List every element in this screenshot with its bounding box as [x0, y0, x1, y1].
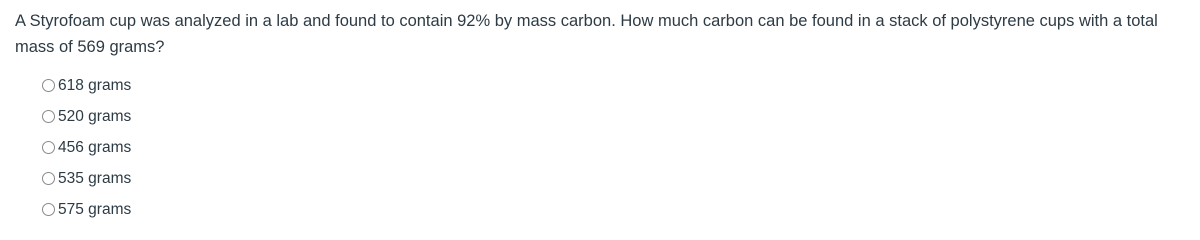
radio-button[interactable] [42, 110, 55, 123]
answer-label: 575 grams [58, 200, 132, 218]
answer-option-5[interactable] [42, 194, 131, 225]
question-text: A Styrofoam cup was analyzed in a lab and found to contain 92% by mass carbon. How much carbon can be found in a stack of polystyrene cups with a total mass of 569 grams? [15, 12, 1158, 56]
radio-button[interactable] [42, 172, 55, 185]
answer-label: 456 grams [58, 138, 132, 156]
answer-option-3[interactable] [42, 132, 131, 163]
radio-button[interactable] [42, 203, 55, 216]
radio-button[interactable] [42, 141, 55, 154]
answer-label: 618 grams [58, 76, 132, 94]
answer-label: 535 grams [58, 169, 132, 187]
answer-options [42, 70, 131, 225]
radio-button[interactable] [42, 79, 55, 92]
answer-option-2[interactable] [42, 101, 131, 132]
answer-option-1[interactable] [42, 70, 131, 101]
answer-label: 520 grams [58, 107, 132, 125]
answer-option-4[interactable] [42, 163, 131, 194]
